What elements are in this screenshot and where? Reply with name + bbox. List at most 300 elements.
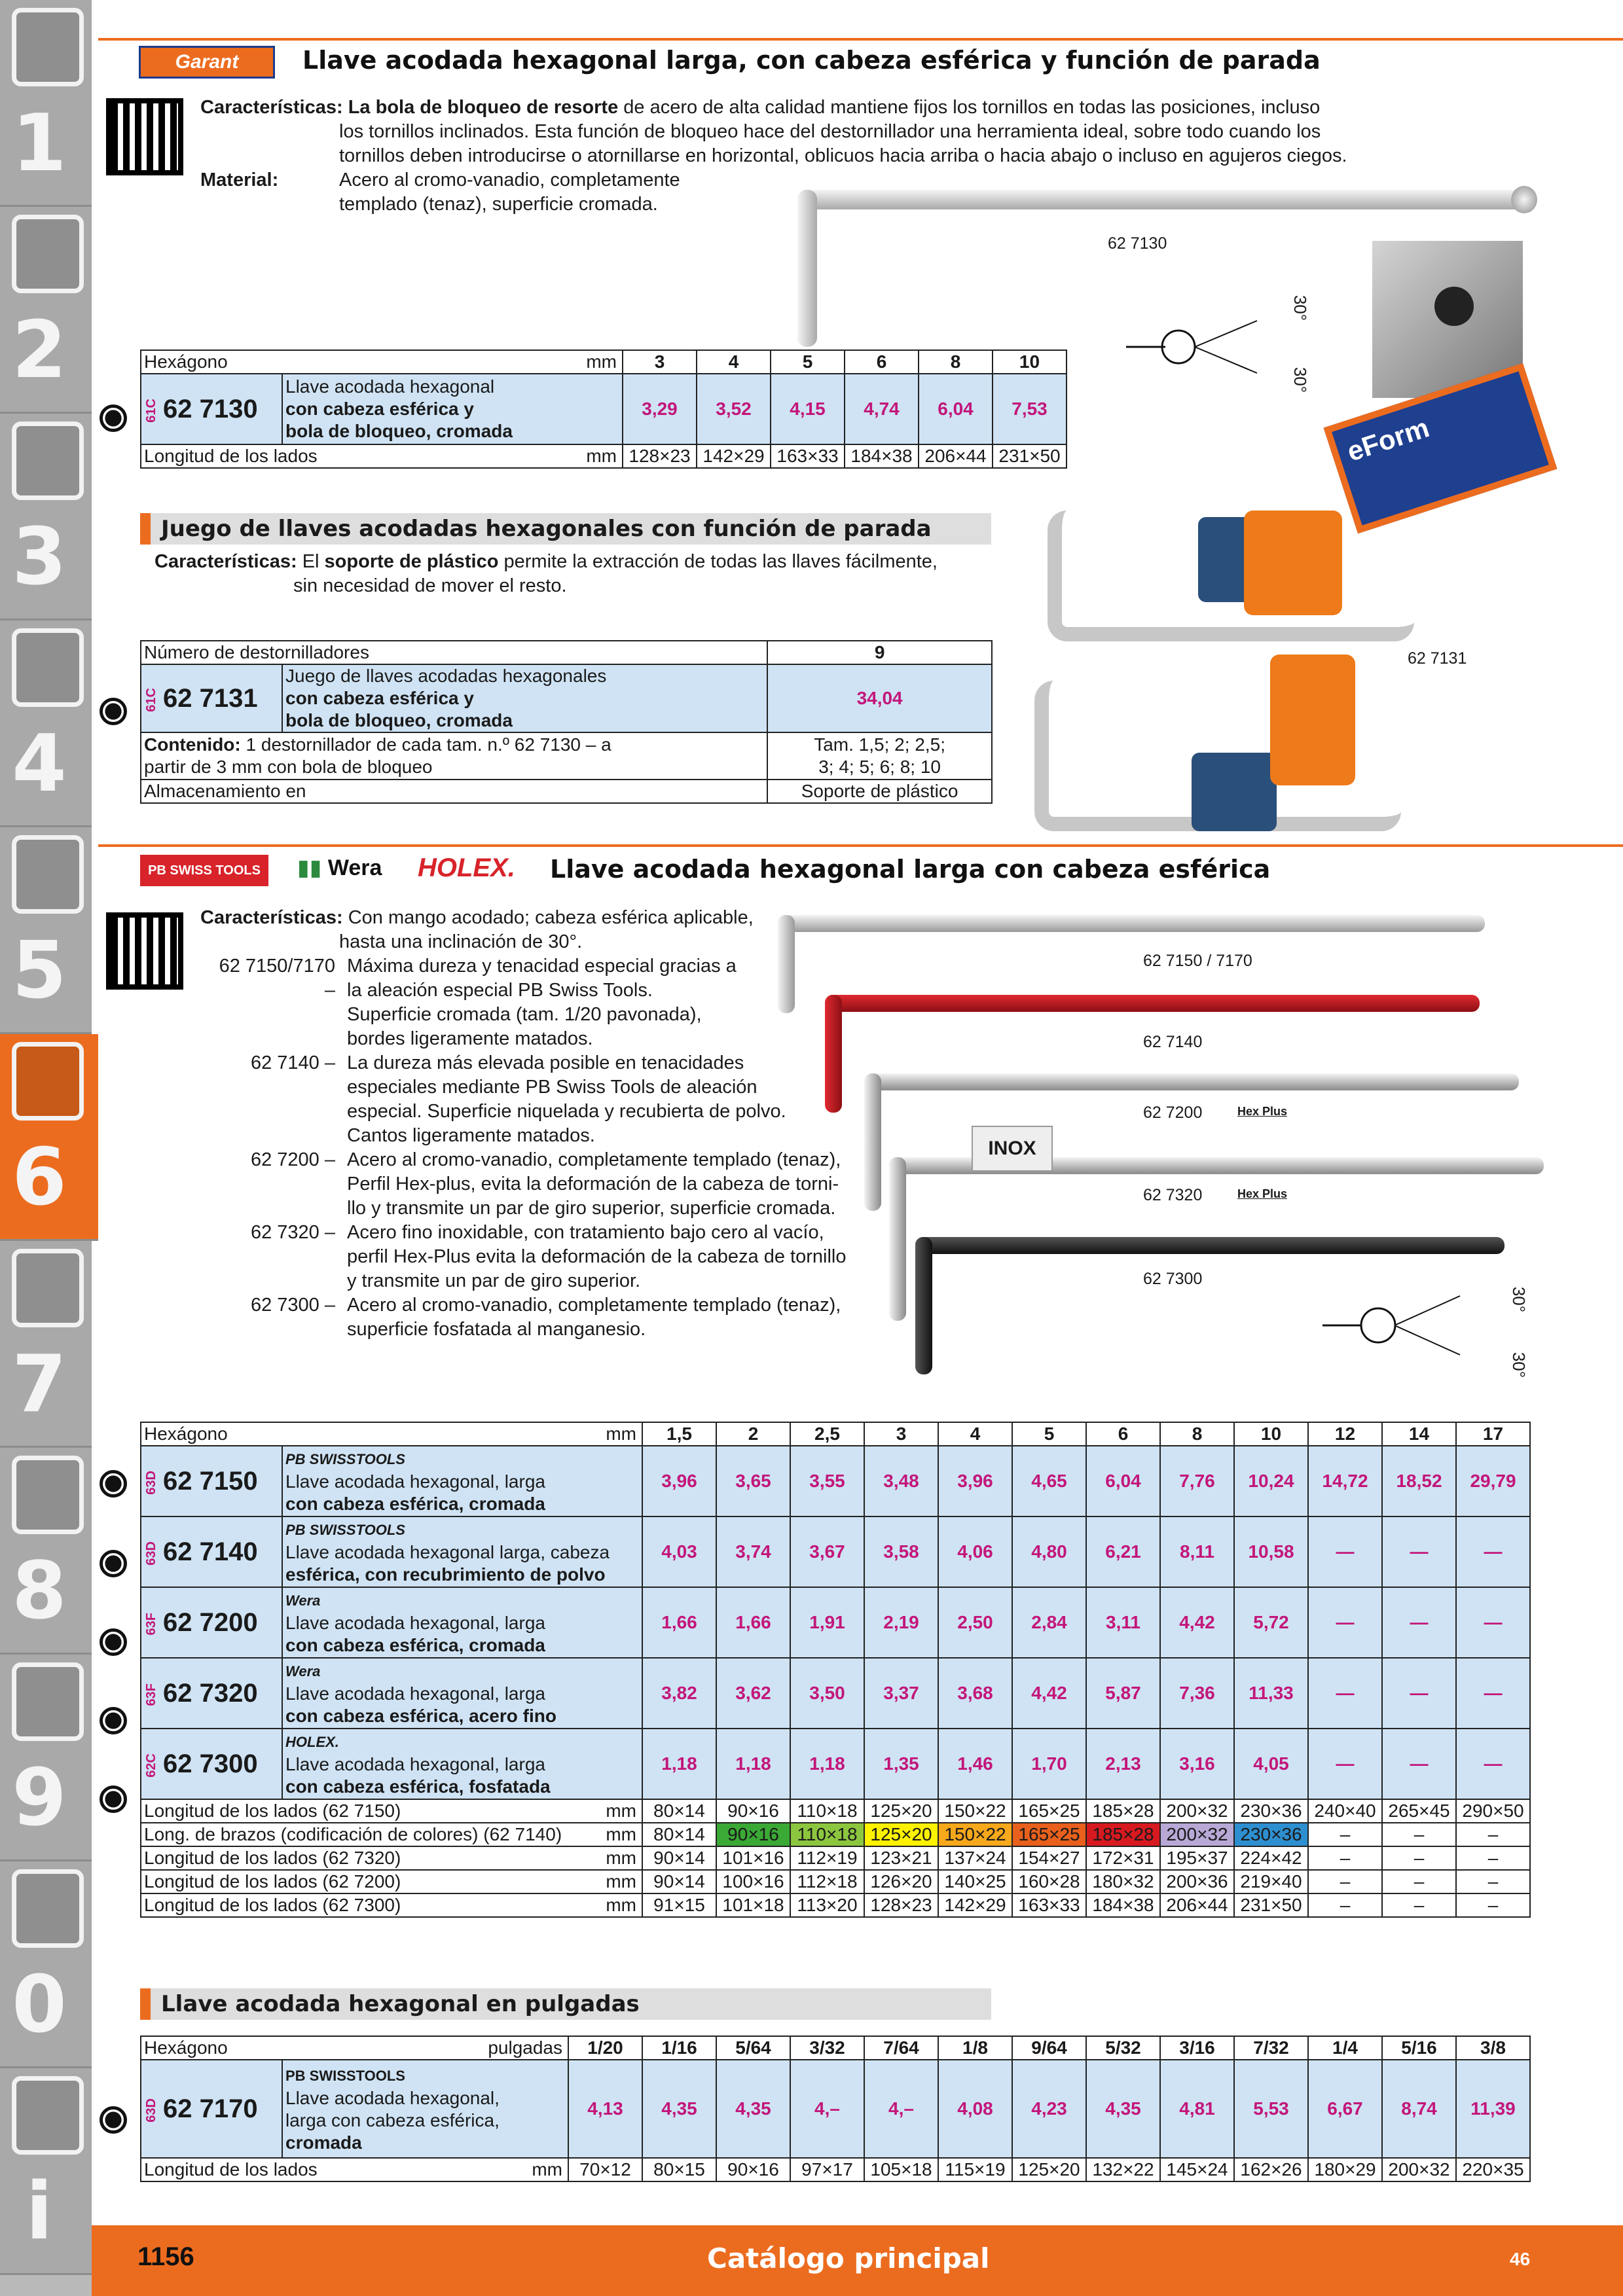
length-cell: 123×21: [864, 1846, 938, 1870]
footer-bar: [92, 2225, 1623, 2296]
chapter-number: 4: [12, 719, 67, 810]
table-627130: Hexágono mm 3 4 5 6 8 10 61C 62 7130 Llave acodada hexagonal con cabeza esférica y bola de bloqueo, cromada 3,29 3,52 4,15 4,74 6,04 7,53 Longitud de los lados mm 128×23 142×29 163×33 184×38 206×44 231×50: [140, 350, 1067, 469]
chapter-number: 6: [12, 1132, 67, 1223]
variant-line: Cantos ligeramente matados.: [347, 1125, 595, 1146]
section-rule: [98, 38, 1623, 41]
length-cell: –: [1308, 1893, 1382, 1917]
info-icon: [12, 2076, 84, 2155]
length-cell: 70×12: [568, 2158, 642, 2181]
price: 1,66: [642, 1587, 716, 1658]
length-cell: 200×32: [1382, 2158, 1456, 2181]
chapter-number: 9: [12, 1753, 67, 1844]
length-cell: 185×28: [1086, 1799, 1160, 1823]
variant-line: perfil Hex-Plus evita la deformación de la cabeza de tornillo: [347, 1246, 847, 1267]
hexplus-logo: Hex Plus: [1237, 1187, 1288, 1200]
price: 7,53: [993, 374, 1067, 444]
table-row: [141, 1587, 1530, 1658]
price: 3,50: [790, 1658, 864, 1729]
price: 4,08: [938, 2060, 1012, 2158]
length-cell: 172×31: [1086, 1846, 1160, 1870]
length-row: Longitud de los lados (62 7320) mm 90×14 101×16 112×19 123×21 137×24 154×27 172×31 195×37 224×42 – – –: [141, 1846, 1530, 1870]
variant-code: 62 7300 –: [250, 1295, 335, 1316]
length-cell: 265×45: [1382, 1799, 1456, 1823]
price: —: [1308, 1516, 1382, 1587]
price: 3,11: [1086, 1587, 1160, 1658]
size-header: 1/8: [938, 2036, 1012, 2060]
image-code: 62 7320: [1143, 1186, 1203, 1204]
price: 4,35: [642, 2060, 716, 2158]
price: —: [1382, 1587, 1456, 1658]
size-header: 6: [1086, 1422, 1160, 1446]
length-cell: –: [1382, 1870, 1456, 1893]
article-number: 63D 62 7150: [141, 1446, 282, 1516]
wrench-icon: [12, 1042, 84, 1121]
availability-icon: [100, 1785, 127, 1813]
variant-line: la aleación especial PB Swiss Tools.: [347, 980, 653, 1001]
availability-icon: [100, 1628, 127, 1656]
length-cell: 80×14: [642, 1799, 716, 1823]
length-cell: 112×19: [790, 1846, 864, 1870]
availability-icon: [100, 1707, 127, 1734]
chapter-number: 5: [12, 925, 67, 1016]
price: 3,52: [697, 374, 771, 444]
chapter-tab-2[interactable]: [0, 207, 92, 414]
length-cell: 165×25: [1012, 1799, 1086, 1823]
variant-item: [207, 1293, 862, 1342]
length-cell: 101×18: [716, 1893, 790, 1917]
price: 4,65: [1012, 1446, 1086, 1516]
variant-line: La dureza más elevada posible en tenacidades: [347, 1052, 744, 1073]
insert-icon: [12, 215, 84, 293]
length-cell: 132×22: [1086, 2158, 1160, 2181]
angle-label: 30°: [1509, 1352, 1529, 1378]
price: 5,72: [1234, 1587, 1308, 1658]
size-header: 12: [1308, 1422, 1382, 1446]
qr-code[interactable]: [106, 912, 183, 990]
chapter-tab-i[interactable]: [0, 2068, 92, 2275]
length-cell: 180×29: [1308, 2158, 1382, 2181]
size-header: 8: [1160, 1422, 1234, 1446]
length-cell: –: [1308, 1870, 1382, 1893]
length-cell: 125×20: [864, 1799, 938, 1823]
saw-blade-icon: [12, 835, 84, 914]
length-cell: 220×35: [1456, 2158, 1530, 2181]
length-cell: 101×16: [716, 1846, 790, 1870]
article-number: 63F 62 7200: [141, 1587, 282, 1658]
image-code: 62 7140: [1143, 1033, 1203, 1051]
price: 14,72: [1308, 1446, 1382, 1516]
description: PB SWISSTOOLS Llave acodada hexagonal, larga con cabeza esférica, cromada: [282, 2060, 568, 2158]
article-number: 61C 62 7130: [141, 374, 282, 444]
article-number: 62C 62 7300: [141, 1729, 282, 1799]
price: 6,67: [1308, 2060, 1382, 2158]
length-cell: –: [1382, 1823, 1456, 1846]
availability-icon: [100, 1470, 127, 1498]
price: 11,39: [1456, 2060, 1530, 2158]
toolbox-icon: [12, 1456, 84, 1534]
variant-code: 62 7320 –: [250, 1222, 335, 1243]
angle-diagram: [1316, 1283, 1467, 1368]
price: 5,87: [1086, 1658, 1160, 1729]
length-cell: 150×22: [938, 1799, 1012, 1823]
size-header: 14: [1382, 1422, 1456, 1446]
length-cell: –: [1456, 1846, 1530, 1870]
angle-diagram: [1113, 308, 1270, 386]
length-cell: 110×18: [790, 1823, 864, 1846]
subsection-title: Llave acodada hexagonal en pulgadas: [161, 1991, 640, 2017]
garant-logo: Garant: [139, 46, 275, 79]
price: 4,42: [1012, 1658, 1086, 1729]
section-title: Llave acodada hexagonal larga, con cabeza esférica y función de parada: [302, 46, 1321, 75]
variant-line: bordes ligeramente matados.: [347, 1028, 593, 1049]
holex-logo: HOLEX.: [418, 853, 515, 882]
image-code: 62 7200: [1143, 1103, 1203, 1122]
size-header: 9/64: [1012, 2036, 1086, 2060]
price: 3,29: [623, 374, 697, 444]
variant-line: especial. Superficie niquelada y recubierta de polvo.: [347, 1101, 786, 1122]
price: 7,36: [1160, 1658, 1234, 1729]
length-cell: 290×50: [1456, 1799, 1530, 1823]
size-header: 17: [1456, 1422, 1530, 1446]
price: —: [1308, 1729, 1382, 1799]
chapter-number: 2: [12, 305, 67, 396]
price: 29,79: [1456, 1446, 1530, 1516]
description: PB SWISSTOOLS Llave acodada hexagonal larga, cabeza esférica, con recubrimiento de polvo: [282, 1516, 642, 1587]
price: 8,11: [1160, 1516, 1234, 1587]
features-text: Características: La bola de bloqueo de resorte de acero de alta calidad mantiene fijos los tornillos en todas las posiciones, incluso los tornillos inclinados. Esta función de bloqueo hace del destornillador una herramienta ideal, sobre todo cuando los tornillos deben introducirse o atornillarse en horizontal, oblicuos hacia arriba o hacia abajo o incluso en agujeros ciegos. Material: Acero al cromo-vanadio, completamente templado (tenaz), superficie cromada.: [200, 97, 1347, 215]
variant-line: llo y transmite un par de giro superior, superficie cromada.: [347, 1198, 836, 1219]
sheet-number: 46: [1510, 2249, 1531, 2269]
price: —: [1382, 1516, 1456, 1587]
subsection-title: Juego de llaves acodadas hexagonales con función de parada: [161, 516, 932, 542]
size-header: 10: [1234, 1422, 1308, 1446]
length-cell: 160×28: [1012, 1870, 1086, 1893]
price: 10,24: [1234, 1446, 1308, 1516]
price: 3,58: [864, 1516, 938, 1587]
length-row: Longitud de los lados (62 7200) mm 90×14 100×16 112×18 126×20 140×25 160×28 180×32 200×36 219×40 – – –: [141, 1870, 1530, 1893]
price: 6,04: [919, 374, 993, 444]
size-header: 4: [938, 1422, 1012, 1446]
price: 3,55: [790, 1446, 864, 1516]
length-cell: 150×22: [938, 1823, 1012, 1846]
size-header: 1/20: [568, 2036, 642, 2060]
price: 10,58: [1234, 1516, 1308, 1587]
wera-logo: ▮▮ Wera: [297, 855, 382, 880]
length-cell: 195×37: [1160, 1846, 1234, 1870]
length-cell: 128×23: [864, 1893, 938, 1917]
price: 3,16: [1160, 1729, 1234, 1799]
col-header: Hexágono mm: [141, 350, 623, 374]
cabinet-icon: [12, 1662, 84, 1741]
length-cell: 80×15: [642, 2158, 716, 2181]
price: 3,62: [716, 1658, 790, 1729]
price: —: [1456, 1729, 1530, 1799]
length-cell: 90×14: [642, 1870, 716, 1893]
price: 1,18: [642, 1729, 716, 1799]
inox-label: INOX: [972, 1126, 1053, 1172]
safety-glasses-icon: [12, 1869, 84, 1948]
size-header: 5/32: [1086, 2036, 1160, 2060]
price: 1,70: [1012, 1729, 1086, 1799]
chuck-icon: [12, 422, 84, 500]
variant-line: y transmite un par de giro superior.: [347, 1270, 641, 1291]
image-code: 62 7130: [1108, 234, 1167, 253]
chapter-number: 3: [12, 512, 67, 603]
variant-code: 62 7150/7170 –: [219, 956, 335, 1001]
description: Wera Llave acodada hexagonal, larga con cabeza esférica, acero fino: [282, 1658, 642, 1729]
price: 34,04: [767, 664, 992, 732]
length-cell: 163×33: [1012, 1893, 1086, 1917]
table-row: [141, 1729, 1530, 1799]
length-cell: 112×18: [790, 1870, 864, 1893]
variant-descriptions: [207, 954, 862, 1342]
price: 6,04: [1086, 1446, 1160, 1516]
price: 4,35: [716, 2060, 790, 2158]
article-number: 63F 62 7320: [141, 1658, 282, 1729]
caliper-icon: [12, 628, 84, 707]
length-cell: 115×19: [938, 2158, 1012, 2181]
price: —: [1382, 1658, 1456, 1729]
footer-title: Catálogo principal: [707, 2242, 990, 2274]
length-cell: –: [1308, 1846, 1382, 1870]
length-cell: 185×28: [1086, 1823, 1160, 1846]
variant-line: Acero al cromo-vanadio, completamente templado (tenaz),: [347, 1149, 841, 1170]
size-header: 1/16: [642, 2036, 716, 2060]
article-number: 63D 62 7140: [141, 1516, 282, 1587]
image-code: 62 7131: [1408, 649, 1467, 668]
price: 4,35: [1086, 2060, 1160, 2158]
price: 4,–: [864, 2060, 938, 2158]
price: 4,–: [790, 2060, 864, 2158]
price: 11,33: [1234, 1658, 1308, 1729]
length-cell: –: [1456, 1870, 1530, 1893]
section-title: Llave acodada hexagonal larga con cabeza esférica: [550, 855, 1271, 884]
article-number: 61C 62 7131: [141, 664, 282, 732]
price: 3,65: [716, 1446, 790, 1516]
price: 18,52: [1382, 1446, 1456, 1516]
price: —: [1456, 1587, 1530, 1658]
size-header: 5: [1012, 1422, 1086, 1446]
length-cell: 113×20: [790, 1893, 864, 1917]
price: 3,48: [864, 1446, 938, 1516]
angle-label: 30°: [1509, 1286, 1529, 1313]
availability-icon: [100, 2106, 127, 2134]
price: 4,74: [845, 374, 919, 444]
variant-line: Acero al cromo-vanadio, completamente templado (tenaz),: [347, 1295, 841, 1316]
size-header: 5/16: [1382, 2036, 1456, 2060]
length-cell: –: [1382, 1893, 1456, 1917]
price: 4,15: [771, 374, 845, 444]
length-cell: 145×24: [1160, 2158, 1234, 2181]
length-cell: 90×14: [642, 1846, 716, 1870]
variant-item: [207, 954, 862, 1051]
length-cell: 200×36: [1160, 1870, 1234, 1893]
length-cell: 100×16: [716, 1870, 790, 1893]
chapter-tab-4[interactable]: [0, 620, 92, 827]
price: 3,37: [864, 1658, 938, 1729]
price: 3,74: [716, 1516, 790, 1587]
size-header: 3/32: [790, 2036, 864, 2060]
length-cell: 140×25: [938, 1870, 1012, 1893]
price: 1,46: [938, 1729, 1012, 1799]
availability-icon: [100, 1550, 127, 1577]
length-cell: –: [1456, 1823, 1530, 1846]
length-cell: 105×18: [864, 2158, 938, 2181]
size-header: 3/8: [1456, 2036, 1530, 2060]
table-long-keys: Hexágono mm 1,5 2 2,5 3 4 5 6 8 10 12 14 17 63D 62 7150 PB SWISSTOOLS Llave acodada hexagonal, larga con cabeza esférica, cromada 3,96 3,65 3,55 3,48 3,96 4,65 6,04 7,76 10,24 14,72 18,52 29,79 63D 62 7140 PB SWISSTOOLS Llave acodada hexagonal larga, cabeza esférica, con recubrimiento de polvo 4,03 3,74 3,67 3,58 4,06 4,80 6,21 8,11 10,58 — — — 63F 62 7200 Wera Llave acodada hexagonal, larga con cabeza esférica, cromada 1,66 1,66 1,91 2,19 2,50 2,84 3,11 4,42 5,72 — — — 63F 62 7320 Wera Llave acodada hexagonal, larga con cabeza esférica, acero fino 3,82 3,62 3,50 3,37 3,68 4,42 5,87 7,36 11,33 — — — 62C 62 7300 HOLEX. Llave acodada hexagonal, larga con cabeza esférica, fosfatada 1,18 1,18 1,18 1,35 1,46 1,70 2,13 3,16 4,05 — — — Longitud de los lados (62 7150) mm 80×14 90×16 110×18 125×20 150×22 165×25 185×28 200×32 230×36 240×40 265×45 290×50 Long. de brazos (codificación de colores) (62 7140) mm 80×14 90×16 110×18 125×20 150×22 165×25 185×28 200×32 230×36 – – – Longitud de los lados (62 7320) mm 90×14 101×16 112×19 123×21 137×24 154×27 172×31 195×37 224×42 – – – Longitud de los lados (62 7200) mm 90×14 100×16 112×18 126×20 140×25 160×28 180×32 200×36 219×40 – – – Longitud de los lados (62 7300) mm 91×15 101×18 113×20 128×23 142×29 163×33 184×38 206×44 231×50 – – –: [140, 1422, 1531, 1918]
chapter-tab-6[interactable]: [0, 1034, 98, 1241]
section-rule: [98, 844, 1623, 847]
image-code: 62 7150 / 7170: [1143, 952, 1252, 970]
length-cell: 200×32: [1160, 1823, 1234, 1846]
length-cell: 230×36: [1234, 1823, 1308, 1846]
length-cell: 200×32: [1160, 1799, 1234, 1823]
chapter-tab-0[interactable]: [0, 1861, 92, 2068]
chapter-tab-8[interactable]: [0, 1448, 92, 1655]
length-cell: –: [1456, 1893, 1530, 1917]
size-header: 5/64: [716, 2036, 790, 2060]
length-cell: 142×29: [938, 1893, 1012, 1917]
pb-swiss-tools-logo: PB SWISS TOOLS: [140, 855, 268, 886]
length-cell: 165×25: [1012, 1823, 1086, 1846]
price: 2,19: [864, 1587, 938, 1658]
size-header: 7/32: [1234, 2036, 1308, 2060]
length-row: Long. de brazos (codificación de colores) (62 7140) mm 80×14 90×16 110×18 125×20 150×22 165×25 185×28 200×32 230×36 – – –: [141, 1823, 1530, 1846]
table-row: [141, 1658, 1530, 1729]
size-header: 7/64: [864, 2036, 938, 2060]
price: 4,80: [1012, 1516, 1086, 1587]
description: HOLEX. Llave acodada hexagonal, larga con cabeza esférica, fosfatada: [282, 1729, 642, 1799]
price: —: [1308, 1587, 1382, 1658]
chapter-tabs: [0, 0, 92, 2296]
length-cell: 240×40: [1308, 1799, 1382, 1823]
price: —: [1456, 1516, 1530, 1587]
length-cell: 90×16: [716, 1823, 790, 1846]
chapter-number: i: [26, 2166, 53, 2257]
price: 7,76: [1160, 1446, 1234, 1516]
length-cell: 137×24: [938, 1846, 1012, 1870]
price: 3,82: [642, 1658, 716, 1729]
price: —: [1308, 1658, 1382, 1729]
eform-badge[interactable]: eForm: [1324, 363, 1558, 534]
price: 3,68: [938, 1658, 1012, 1729]
variant-line: Máxima dureza y tenacidad especial gracias a: [347, 956, 737, 977]
price: 4,81: [1160, 2060, 1234, 2158]
size-header: 3/16: [1160, 2036, 1234, 2060]
length-cell: 110×18: [790, 1799, 864, 1823]
length-cell: –: [1382, 1846, 1456, 1870]
price: 1,91: [790, 1587, 864, 1658]
length-row: Longitud de los lados (62 7150) mm 80×14 90×16 110×18 125×20 150×22 165×25 185×28 200×32 230×36 240×40 265×45 290×50: [141, 1799, 1530, 1823]
description: PB SWISSTOOLS Llave acodada hexagonal, larga con cabeza esférica, cromada: [282, 1446, 642, 1516]
price: 3,96: [642, 1446, 716, 1516]
hexplus-logo: Hex Plus: [1237, 1105, 1288, 1118]
qr-code[interactable]: [106, 98, 183, 175]
length-cell: 230×36: [1234, 1799, 1308, 1823]
price: 1,18: [790, 1729, 864, 1799]
angle-label: 30°: [1290, 295, 1311, 321]
variant-line: especiales mediante PB Swiss Tools de aleación: [347, 1077, 757, 1098]
price: 3,67: [790, 1516, 864, 1587]
length-cell: 184×38: [1086, 1893, 1160, 1917]
chapter-number: 0: [12, 1960, 67, 2051]
description: Juego de llaves acodadas hexagonales con cabeza esférica y bola de bloqueo, cromada: [282, 664, 767, 732]
page-number: 1156: [137, 2242, 194, 2271]
price: 4,05: [1234, 1729, 1308, 1799]
article-number: 63D 62 7170: [141, 2060, 282, 2158]
chapter-tab-3[interactable]: [0, 414, 92, 620]
variant-item: [207, 1221, 862, 1293]
table-627131: Número de destornilladores 9 61C 62 7131 Juego de llaves acodadas hexagonales con cabeza esférica y bola de bloqueo, cromada 34,04 Contenido: 1 destornillador de cada tam. n.º 62 7130 – a partir de 3 mm con bola de bloqueo Tam. 1,5; 2; 2,5; 3; 4; 5; 6; 8; 10 Almacenamiento en Soporte de plástico: [140, 640, 993, 804]
variant-item: [207, 1148, 862, 1221]
length-cell: 125×20: [864, 1823, 938, 1846]
size-header: 1/4: [1308, 2036, 1382, 2060]
length-cell: 206×44: [1160, 1893, 1234, 1917]
length-cell: 231×50: [1234, 1893, 1308, 1917]
price: 4,06: [938, 1516, 1012, 1587]
price: —: [1382, 1729, 1456, 1799]
size-header: 2,5: [790, 1422, 864, 1446]
chapter-tab-5[interactable]: [0, 827, 92, 1034]
price: 6,21: [1086, 1516, 1160, 1587]
angle-label: 30°: [1290, 367, 1311, 393]
table-row: [141, 1446, 1530, 1516]
variant-item: [207, 1051, 862, 1148]
chapter-number: 1: [12, 98, 67, 189]
table-inch-keys: Hexágono pulgadas 1/20 1/16 5/64 3/32 7/64 1/8 9/64 5/32 3/16 7/32 1/4 5/16 3/8 63D 62 7170 PB SWISSTOOLS Llave acodada hexagonal, larga con cabeza esférica, cromada 4,13 4,35 4,35 4,– 4,– 4,08 4,23 4,35 4,81 5,53 6,67 8,74 11,39 Longitud de los lados mm 70×12 80×15 90×16 97×17 105×18 115×19 125×20 132×22 145×24 162×26 180×29 200×32 220×35: [140, 2036, 1531, 2182]
features-text: Características: El soporte de plástico permite la extracción de todas las llaves fácilmente, sin necesidad de mover el resto.: [155, 551, 938, 596]
chapter-number: 7: [12, 1339, 67, 1430]
length-cell: 154×27: [1012, 1846, 1086, 1870]
price: 2,13: [1086, 1729, 1160, 1799]
length-cell: 125×20: [1012, 2158, 1086, 2181]
length-row: Longitud de los lados (62 7300) mm 91×15 101×18 113×20 128×23 142×29 163×33 184×38 206×44 231×50 – – –: [141, 1893, 1530, 1917]
length-cell: 180×32: [1086, 1870, 1160, 1893]
pliers-icon: [12, 1249, 84, 1327]
description: Wera Llave acodada hexagonal, larga con cabeza esférica, cromada: [282, 1587, 642, 1658]
key-set-image: [1021, 497, 1467, 851]
price: 1,18: [716, 1729, 790, 1799]
length-cell: 162×26: [1234, 2158, 1308, 2181]
length-cell: 97×17: [790, 2158, 864, 2181]
chapter-number: 8: [12, 1546, 67, 1637]
price: 1,35: [864, 1729, 938, 1799]
variant-code: 62 7140 –: [250, 1052, 335, 1073]
variant-code: 62 7200 –: [250, 1149, 335, 1170]
chapter-tab-7[interactable]: [0, 1241, 92, 1448]
length-cell: 224×42: [1234, 1846, 1308, 1870]
price: 4,23: [1012, 2060, 1086, 2158]
chapter-tab-9[interactable]: [0, 1655, 92, 1861]
chapter-tab-1[interactable]: [0, 0, 92, 207]
length-cell: 219×40: [1234, 1870, 1308, 1893]
price: 8,74: [1382, 2060, 1456, 2158]
features-text: Características: Con mango acodado; cabeza esférica aplicable, hasta una inclinación de 30°.: [200, 907, 754, 952]
description: Llave acodada hexagonal con cabeza esférica y bola de bloqueo, cromada: [282, 374, 623, 444]
variant-line: superficie fosfatada al manganesio.: [347, 1319, 646, 1340]
variant-line: Superficie cromada (tam. 1/20 pavonada),: [347, 1004, 702, 1025]
price: 2,84: [1012, 1587, 1086, 1658]
price: 1,66: [716, 1587, 790, 1658]
size-header: 2: [716, 1422, 790, 1446]
variant-line: Perfil Hex-plus, evita la deformación de la cabeza de torni-: [347, 1174, 839, 1194]
length-cell: 90×16: [716, 2158, 790, 2181]
availability-icon: [100, 404, 127, 432]
length-cell: 91×15: [642, 1893, 716, 1917]
variant-line: Acero fino inoxidable, con tratamiento bajo cero al vacío,: [347, 1222, 824, 1243]
price: 4,42: [1160, 1587, 1234, 1658]
drill-bit-icon: [12, 8, 84, 86]
